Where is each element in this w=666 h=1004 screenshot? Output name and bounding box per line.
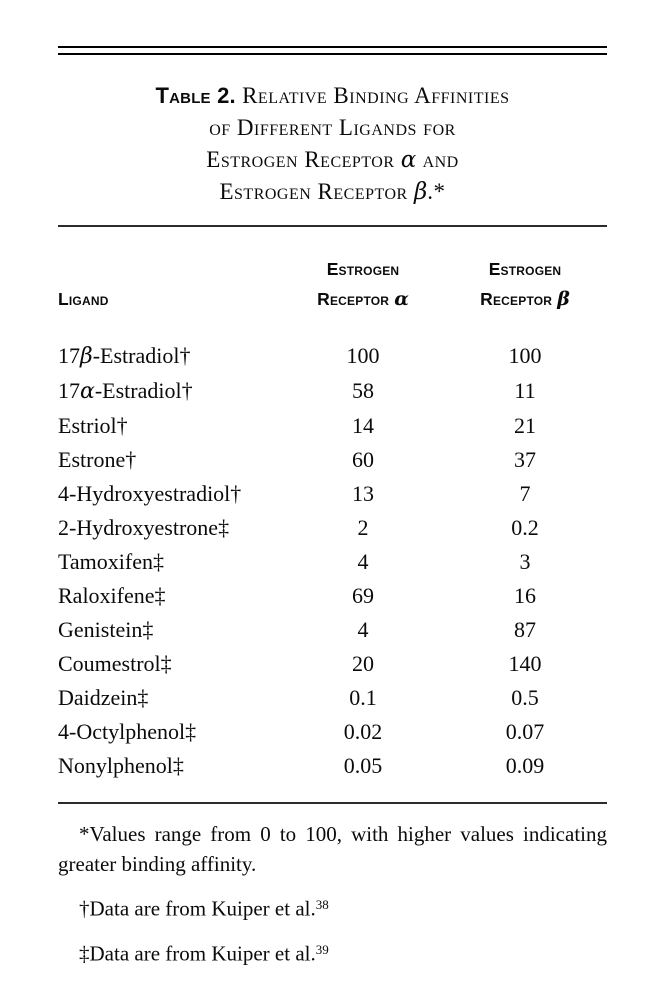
- ligand-cell: [58, 749, 283, 783]
- ligand-cell: [58, 477, 283, 511]
- column-header-er-alpha-line2: [283, 284, 443, 314]
- er-alpha-value-cell: 20: [352, 651, 374, 676]
- er-alpha-value-cell: 100: [346, 343, 380, 368]
- superscript-ref: 38: [315, 897, 329, 912]
- text-part: and: [416, 147, 459, 172]
- greek-letter: α: [80, 379, 95, 404]
- er-beta-value-cell: 0.07: [505, 719, 545, 744]
- text-part: -Estradiol†: [92, 343, 191, 368]
- er-beta-value-cell: 37: [514, 447, 536, 472]
- table-row: [58, 613, 607, 647]
- er-alpha-value-cell: 4: [357, 617, 369, 642]
- ligand-cell: [58, 715, 283, 749]
- er-alpha-value-cell: 4: [357, 549, 369, 574]
- table-row: [58, 715, 607, 749]
- er-beta-value-cell: 11: [514, 378, 536, 403]
- text-part: Relative Binding Affinities: [235, 83, 510, 108]
- greek-letter: α: [400, 147, 417, 173]
- column-header-er-alpha: [283, 254, 443, 314]
- text-part: 2-Hydroxyestrone‡: [58, 515, 230, 540]
- er-beta-value-cell: 87: [514, 617, 536, 642]
- table-row: [58, 545, 607, 579]
- ligand-cell: [58, 443, 283, 477]
- er-alpha-value-cell: 69: [352, 583, 374, 608]
- table-title-line: [58, 176, 607, 208]
- text-part: Estriol†: [58, 413, 128, 438]
- er-alpha-value-cell: 0.05: [343, 753, 383, 778]
- superscript-ref: 39: [315, 941, 329, 957]
- er-beta-value-cell: 0.09: [505, 753, 545, 778]
- footnote: [58, 935, 607, 969]
- text-part: Coumestrol‡: [58, 651, 172, 676]
- table-row: [58, 511, 607, 545]
- ligand-cell: [58, 647, 283, 681]
- text-part: Table 2.: [155, 83, 236, 108]
- table-title: [58, 80, 607, 208]
- ligand-cell: [58, 545, 283, 579]
- ligand-cell: [58, 579, 283, 613]
- footnote: [58, 890, 607, 924]
- table-row: [58, 339, 607, 374]
- text-part: -Estradiol†: [94, 378, 193, 403]
- ligand-cell: [58, 409, 283, 443]
- er-alpha-value-cell: 60: [352, 447, 374, 472]
- ligand-cell: [58, 339, 283, 374]
- text-part: Raloxifene‡: [58, 583, 166, 608]
- column-header-er-beta: [443, 254, 607, 314]
- text-part: 17: [58, 343, 80, 368]
- text-part: 4-Hydroxyestradiol†: [58, 481, 242, 506]
- er-beta-value-cell: 0.2: [511, 515, 539, 540]
- ligand-cell: [58, 613, 283, 647]
- text-part: Estrone†: [58, 447, 137, 472]
- text-part: ‡Data are from Kuiper et al.: [79, 941, 316, 965]
- er-beta-value-cell: 0.5: [511, 685, 539, 710]
- text-part: *Values range from 0 to 100, with higher values indicating greater binding affinity.: [58, 822, 607, 876]
- column-header-er-alpha-line1: Estrogen: [326, 259, 400, 279]
- table-row: [58, 579, 607, 613]
- table-row: [58, 477, 607, 511]
- table-row: [58, 374, 607, 409]
- table-row: [58, 409, 607, 443]
- table-body: [58, 339, 607, 783]
- ligand-cell: [58, 374, 283, 409]
- er-beta-value-cell: 21: [514, 413, 536, 438]
- table-title-line: [58, 112, 607, 144]
- er-beta-value-cell: 16: [514, 583, 536, 608]
- footnotes: [58, 819, 607, 968]
- text-part: Receptor: [480, 289, 558, 309]
- column-header-ligand: Ligand: [58, 289, 109, 309]
- table-container: [58, 0, 607, 968]
- er-beta-value-cell: 100: [508, 343, 542, 368]
- text-part: Genistein‡: [58, 617, 154, 642]
- greek-letter: β: [413, 179, 428, 205]
- er-beta-value-cell: 140: [508, 651, 542, 676]
- er-alpha-value-cell: 2: [357, 515, 369, 540]
- table-row: [58, 749, 607, 783]
- greek-letter: β: [557, 288, 570, 310]
- table-header-row: [58, 254, 607, 314]
- text-part: Daidzein‡: [58, 685, 149, 710]
- text-part: Tamoxifen‡: [58, 549, 164, 574]
- text-part: Nonylphenol‡: [58, 753, 184, 778]
- text-part: †Data are from Kuiper et al.: [79, 896, 316, 921]
- text-part: of Different Ligands for: [209, 115, 456, 140]
- er-beta-value-cell: 7: [519, 481, 531, 506]
- ligand-cell: [58, 681, 283, 715]
- text-part: Estrogen Receptor: [219, 179, 414, 204]
- top-double-rule: [58, 46, 607, 55]
- greek-letter: β: [80, 344, 93, 369]
- er-alpha-value-cell: 58: [352, 378, 374, 403]
- table-row: [58, 647, 607, 681]
- er-beta-value-cell: 3: [519, 549, 531, 574]
- text-part: 17: [58, 378, 80, 403]
- table-row: [58, 443, 607, 477]
- er-alpha-value-cell: 14: [352, 413, 374, 438]
- ligand-cell: [58, 511, 283, 545]
- er-alpha-value-cell: 13: [352, 481, 374, 506]
- table-title-line: [58, 144, 607, 176]
- text-part: .*: [427, 179, 446, 204]
- bottom-rule: [58, 802, 607, 804]
- text-part: Estrogen Receptor: [206, 147, 401, 172]
- er-alpha-value-cell: 0.1: [349, 685, 377, 710]
- header-top-rule: [58, 225, 607, 227]
- footnote: [58, 819, 607, 879]
- column-header-er-beta-line1: Estrogen: [488, 259, 562, 279]
- greek-letter: α: [394, 288, 409, 310]
- table-row: [58, 681, 607, 715]
- text-part: Receptor: [317, 289, 395, 309]
- table-title-line: [58, 80, 607, 112]
- er-alpha-value-cell: 0.02: [343, 719, 383, 744]
- column-header-er-beta-line2: [443, 284, 607, 314]
- text-part: 4-Octylphenol‡: [58, 719, 197, 744]
